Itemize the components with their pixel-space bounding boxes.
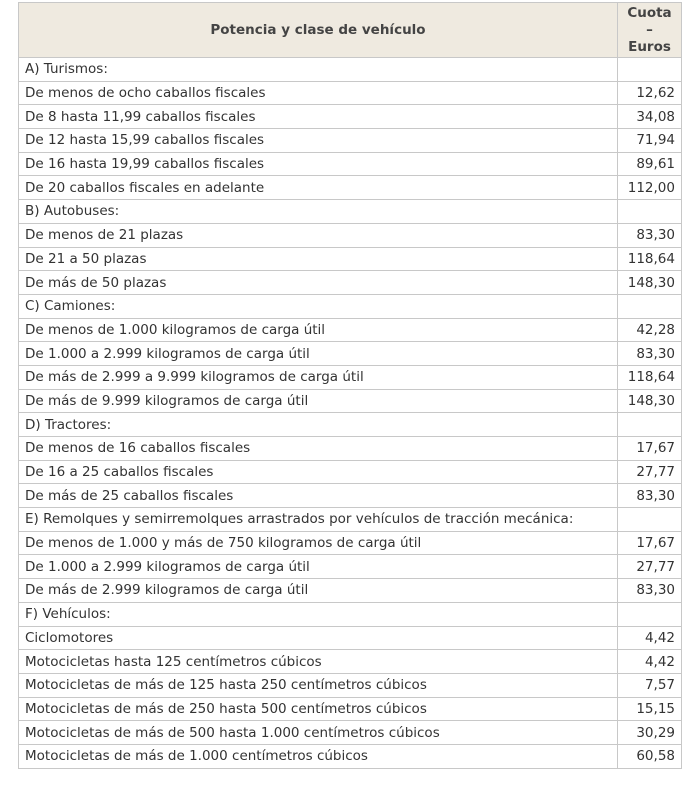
table-row <box>19 152 682 176</box>
vehicle-description: De 12 hasta 15,99 caballos fiscales <box>19 129 618 153</box>
fee-value: 7,57 <box>618 673 682 697</box>
fee-value: 15,15 <box>618 697 682 721</box>
vehicle-description: De menos de 21 plazas <box>19 223 618 247</box>
table-row <box>19 650 682 674</box>
table-row <box>19 484 682 508</box>
table-row <box>19 223 682 247</box>
vehicle-description: De más de 25 caballos fiscales <box>19 484 618 508</box>
fee-value: 112,00 <box>618 176 682 200</box>
vehicle-description: De menos de 1.000 y más de 750 kilogramos de carga útil <box>19 531 618 555</box>
vehicle-description: De más de 50 plazas <box>19 271 618 295</box>
fee-value: 83,30 <box>618 223 682 247</box>
section-row <box>19 413 682 437</box>
section-empty-cell <box>618 200 682 224</box>
section-title: C) Camiones: <box>19 294 618 318</box>
tax-rates-table <box>18 2 682 769</box>
table-row <box>19 365 682 389</box>
table-row <box>19 721 682 745</box>
vehicle-description: De menos de ocho caballos fiscales <box>19 81 618 105</box>
table-row <box>19 555 682 579</box>
section-empty-cell <box>618 58 682 82</box>
table-row <box>19 579 682 603</box>
table-row <box>19 437 682 461</box>
table-row <box>19 697 682 721</box>
vehicle-description: De 1.000 a 2.999 kilogramos de carga útil <box>19 342 618 366</box>
vehicle-description: Motocicletas de más de 250 hasta 500 centímetros cúbicos <box>19 697 618 721</box>
fee-value: 118,64 <box>618 247 682 271</box>
vehicle-description: De más de 9.999 kilogramos de carga útil <box>19 389 618 413</box>
fee-value: 30,29 <box>618 721 682 745</box>
vehicle-description: De 8 hasta 11,99 caballos fiscales <box>19 105 618 129</box>
fee-value: 71,94 <box>618 129 682 153</box>
fee-value: 42,28 <box>618 318 682 342</box>
vehicle-description: De más de 2.999 kilogramos de carga útil <box>19 579 618 603</box>
fee-value: 60,58 <box>618 744 682 768</box>
table-row <box>19 271 682 295</box>
section-title: D) Tractores: <box>19 413 618 437</box>
fee-value: 148,30 <box>618 389 682 413</box>
section-empty-cell <box>618 602 682 626</box>
section-row <box>19 602 682 626</box>
fee-value: 118,64 <box>618 365 682 389</box>
table-row <box>19 129 682 153</box>
fee-value: 4,42 <box>618 626 682 650</box>
section-empty-cell <box>618 294 682 318</box>
table-row <box>19 342 682 366</box>
section-empty-cell <box>618 508 682 532</box>
header-fee-line1: Cuota <box>627 4 672 21</box>
vehicle-description: De 20 caballos fiscales en adelante <box>19 176 618 200</box>
fee-value: 17,67 <box>618 437 682 461</box>
fee-value: 12,62 <box>618 81 682 105</box>
fee-value: 148,30 <box>618 271 682 295</box>
header-row <box>19 3 682 58</box>
header-fee <box>618 3 682 58</box>
fee-value: 17,67 <box>618 531 682 555</box>
fee-value: 27,77 <box>618 555 682 579</box>
fee-value: 4,42 <box>618 650 682 674</box>
section-row <box>19 58 682 82</box>
vehicle-description: Motocicletas hasta 125 centímetros cúbicos <box>19 650 618 674</box>
vehicle-description: Ciclomotores <box>19 626 618 650</box>
fee-value: 89,61 <box>618 152 682 176</box>
vehicle-description: De 1.000 a 2.999 kilogramos de carga útil <box>19 555 618 579</box>
section-title: A) Turismos: <box>19 58 618 82</box>
fee-value: 83,30 <box>618 579 682 603</box>
vehicle-description: De 16 a 25 caballos fiscales <box>19 460 618 484</box>
table-row <box>19 626 682 650</box>
fee-value: 83,30 <box>618 342 682 366</box>
table-row <box>19 247 682 271</box>
fee-value: 34,08 <box>618 105 682 129</box>
vehicle-description: De 21 a 50 plazas <box>19 247 618 271</box>
table-row <box>19 318 682 342</box>
table-row <box>19 744 682 768</box>
fee-value: 27,77 <box>618 460 682 484</box>
vehicle-description: De menos de 1.000 kilogramos de carga útil <box>19 318 618 342</box>
section-title: E) Remolques y semirremolques arrastrados por vehículos de tracción mecánica: <box>19 508 618 532</box>
vehicle-description: De 16 hasta 19,99 caballos fiscales <box>19 152 618 176</box>
header-fee-line3: Euros <box>628 38 671 55</box>
table-row <box>19 105 682 129</box>
table-body <box>19 58 682 769</box>
table-row <box>19 673 682 697</box>
vehicle-description: De más de 2.999 a 9.999 kilogramos de carga útil <box>19 365 618 389</box>
table-row <box>19 176 682 200</box>
table-row <box>19 81 682 105</box>
vehicle-description: Motocicletas de más de 125 hasta 250 centímetros cúbicos <box>19 673 618 697</box>
table-row <box>19 389 682 413</box>
table-row <box>19 460 682 484</box>
section-title: F) Vehículos: <box>19 602 618 626</box>
header-fee-line2: – <box>646 21 653 38</box>
section-row <box>19 200 682 224</box>
section-title: B) Autobuses: <box>19 200 618 224</box>
vehicle-description: Motocicletas de más de 1.000 centímetros cúbicos <box>19 744 618 768</box>
vehicle-description: Motocicletas de más de 500 hasta 1.000 centímetros cúbicos <box>19 721 618 745</box>
section-empty-cell <box>618 413 682 437</box>
table-row <box>19 531 682 555</box>
section-row <box>19 508 682 532</box>
vehicle-description: De menos de 16 caballos fiscales <box>19 437 618 461</box>
header-vehicle-class: Potencia y clase de vehículo <box>19 3 618 58</box>
fee-value: 83,30 <box>618 484 682 508</box>
section-row <box>19 294 682 318</box>
table-header <box>19 3 682 58</box>
